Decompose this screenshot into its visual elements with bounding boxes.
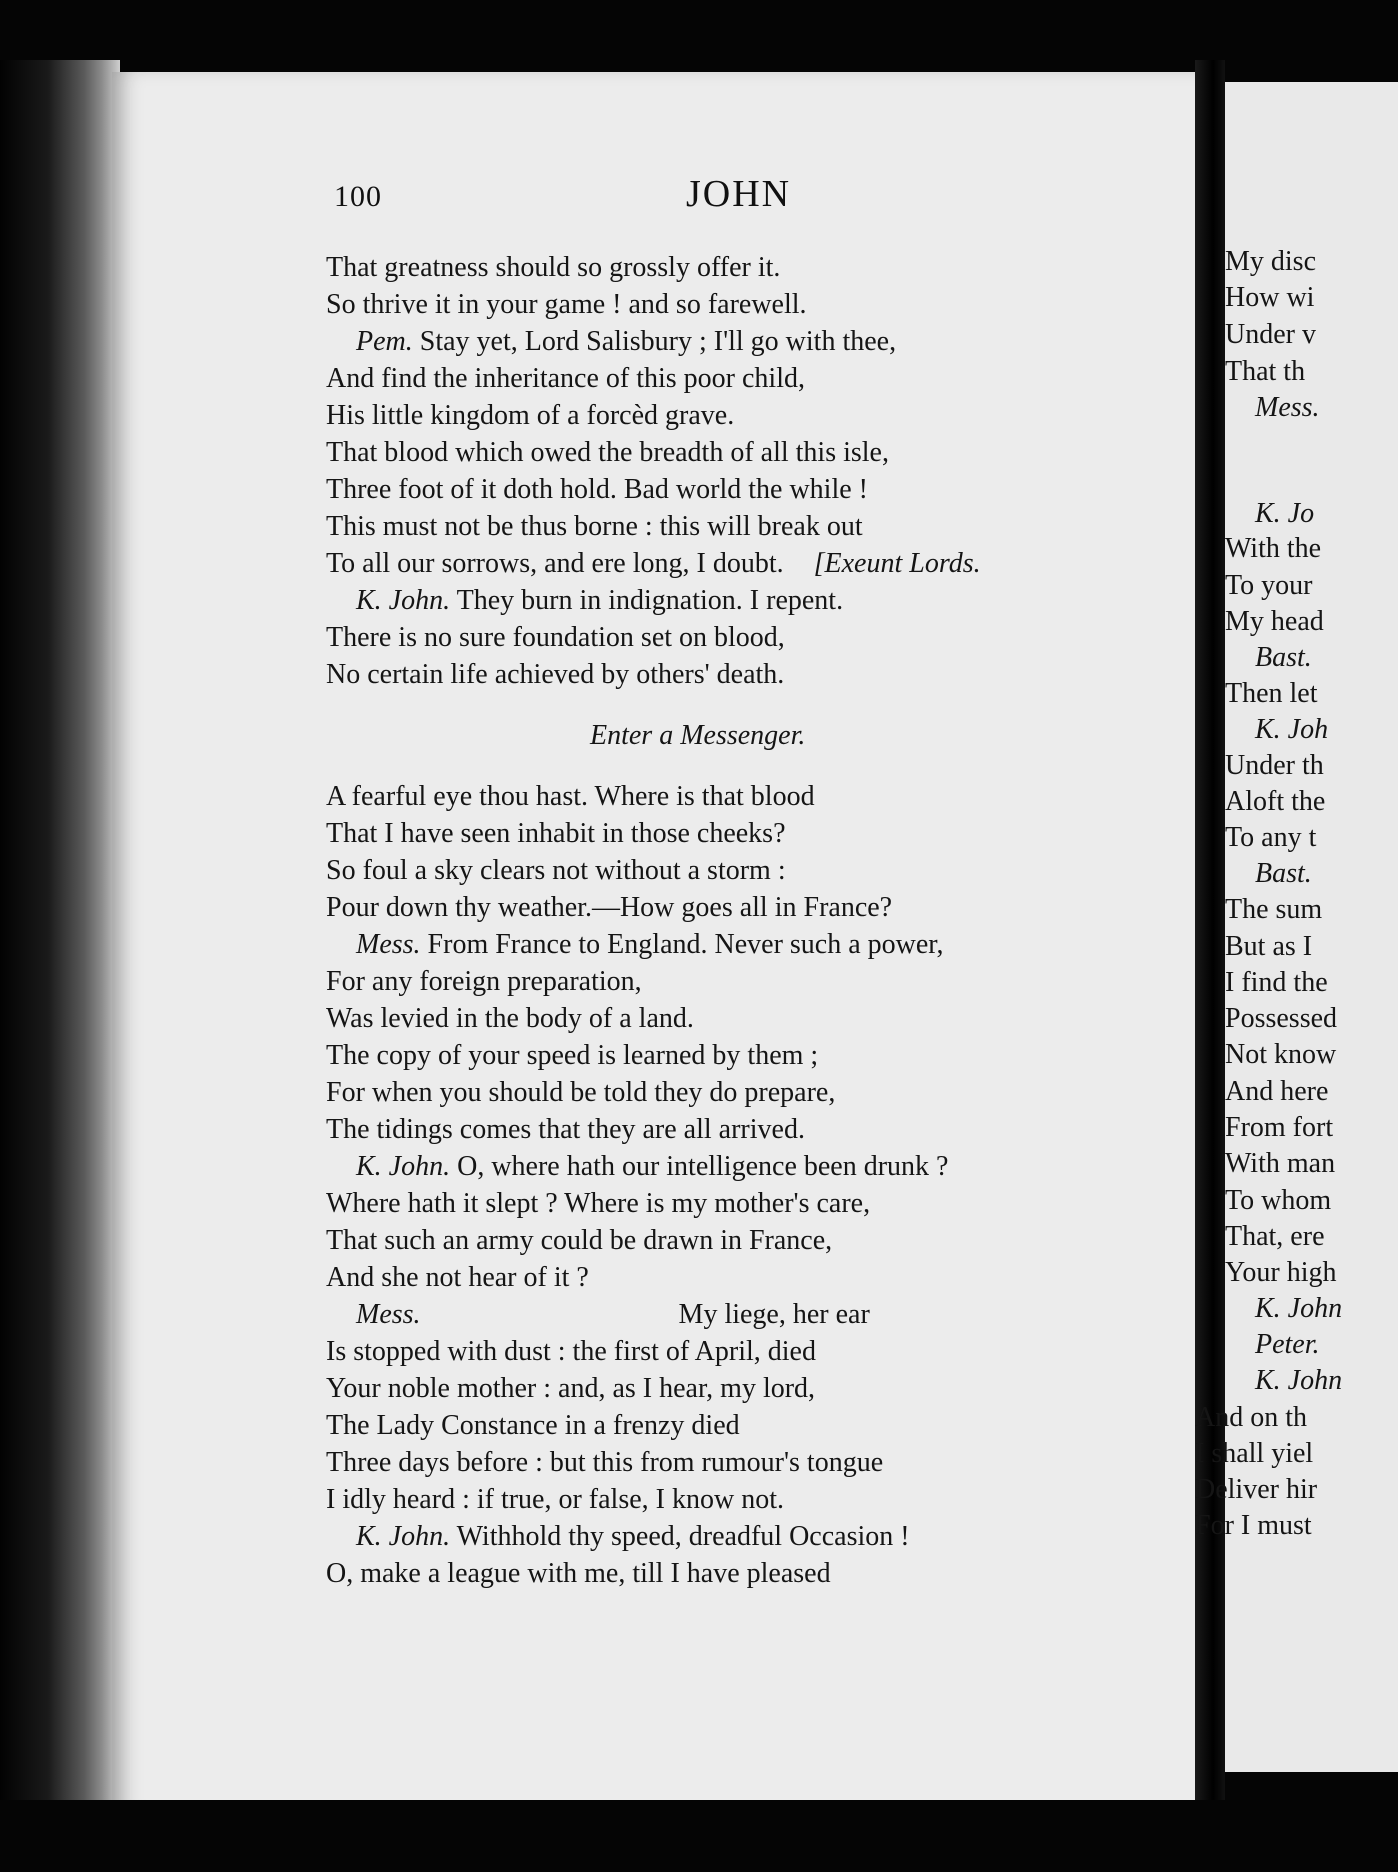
verse-line — [326, 657, 784, 693]
bottom-background — [0, 1800, 1398, 1872]
verse-line — [326, 1371, 815, 1407]
right-page-line: K. Joh — [1255, 714, 1329, 745]
line-text: The tidings comes that they are all arrived. — [326, 1114, 805, 1145]
verse-line — [326, 779, 815, 815]
verse-line — [356, 1297, 870, 1333]
right-page-line: Then let — [1225, 678, 1318, 709]
right-page-line: But as I — [1225, 931, 1313, 962]
right-page-line: Under v — [1225, 319, 1316, 350]
speaker-name: Mess. — [356, 1299, 421, 1330]
right-page-line: Bast. — [1255, 858, 1312, 889]
line-text: Three days before : but this from rumour's tongue — [326, 1447, 884, 1478]
verse-line — [356, 1149, 948, 1185]
verse-line — [326, 435, 889, 471]
line-text: O, where hath our intelligence been drunk ? — [457, 1151, 949, 1182]
line-text: That I have seen inhabit in those cheeks? — [326, 818, 786, 849]
verse-line — [326, 1556, 831, 1592]
line-text: This must not be thus borne : this will break out — [326, 511, 863, 542]
verse-line — [326, 964, 642, 1000]
right-page-line: K. Jo — [1255, 498, 1315, 529]
right-page-line: K. John — [1255, 1365, 1343, 1396]
verse-line — [326, 1260, 589, 1296]
verse-line — [326, 1112, 805, 1148]
line-text: From France to England. Never such a power, — [427, 929, 944, 960]
right-page-line: And on th — [1195, 1402, 1307, 1433]
line-text: That greatness should so grossly offer it. — [326, 252, 781, 283]
right-page-line: My head — [1225, 606, 1324, 637]
line-text: Withhold thy speed, dreadful Occasion ! — [456, 1521, 910, 1552]
verse-line — [326, 1334, 816, 1370]
line-text: O, make a league with me, till I have pleased — [326, 1558, 831, 1589]
book-gutter — [1195, 60, 1225, 1872]
line-text: That such an army could be drawn in France, — [326, 1225, 833, 1256]
verse-line — [326, 250, 780, 286]
right-page-line: My disc — [1225, 246, 1316, 277]
speaker-name: K. John. — [356, 1521, 451, 1552]
line-text: There is no sure foundation set on blood, — [326, 622, 785, 653]
line-text: Where hath it slept ? Where is my mother's care, — [326, 1188, 871, 1219]
verse-line — [326, 509, 863, 545]
line-text: For when you should be told they do prepare, — [326, 1077, 836, 1108]
right-page-line: For I must — [1195, 1510, 1312, 1541]
line-text: They burn in indignation. I repent. — [456, 585, 844, 616]
right-page-line: To your — [1225, 570, 1313, 601]
right-page-line: From fort — [1225, 1112, 1334, 1143]
running-head: JOHN — [686, 173, 792, 215]
right-page-line: With man — [1225, 1148, 1336, 1179]
verse-line — [326, 1186, 870, 1222]
line-text: The copy of your speed is learned by them ; — [326, 1040, 819, 1071]
line-text: A fearful eye thou hast. Where is that blood — [326, 781, 815, 812]
right-page-line: Under th — [1225, 750, 1324, 781]
line-text: And she not hear of it ? — [326, 1262, 589, 1293]
verse-line — [356, 324, 896, 360]
right-page-line: Deliver hir — [1195, 1474, 1318, 1505]
verse-line — [326, 1001, 694, 1037]
verse-line — [326, 853, 786, 889]
speaker-name: K. John. — [356, 1151, 451, 1182]
verse-line — [326, 546, 981, 582]
verse-line — [326, 1038, 818, 1074]
verse-line — [356, 583, 843, 619]
stage-direction — [590, 718, 805, 754]
right-page-line: K. John — [1255, 1293, 1343, 1324]
line-text: Stay yet, Lord Salisbury ; I'll go with thee, — [419, 326, 897, 357]
verse-line — [326, 816, 786, 852]
line-text: Pour down thy weather.—How goes all in France? — [326, 892, 893, 923]
verse-line — [326, 398, 734, 434]
verse-line — [326, 1408, 740, 1444]
right-page-line: How wi — [1225, 282, 1315, 313]
right-page-line: Bast. — [1255, 642, 1312, 673]
speaker-name: K. John. — [356, 585, 451, 616]
right-page-line: Possessed — [1225, 1003, 1338, 1034]
line-text: That blood which owed the breadth of all this isle, — [326, 437, 889, 468]
verse-line — [356, 927, 944, 963]
right-page-line: That, ere — [1225, 1221, 1325, 1252]
stage-direction-text: Enter a Messenger. — [590, 720, 806, 751]
right-page-line: Peter. — [1255, 1329, 1320, 1360]
line-text: For any foreign preparation, — [326, 966, 642, 997]
line-text: His little kingdom of a forcèd grave. — [326, 400, 735, 431]
line-text: Three foot of it doth hold. Bad world the while ! — [326, 474, 868, 505]
verse-line — [326, 361, 805, 397]
page-number: 100 — [334, 180, 382, 213]
verse-line — [326, 1075, 835, 1111]
verse-line — [326, 1445, 883, 1481]
line-text: Was levied in the body of a land. — [326, 1003, 694, 1034]
right-page-line: That th — [1225, 356, 1306, 387]
right-page-line: To whom — [1225, 1185, 1332, 1216]
verse-line — [326, 472, 868, 508]
line-text: To all our sorrows, and ere long, I doubt. — [326, 548, 784, 579]
book-spine-shadow — [0, 60, 120, 1872]
speaker-name: Mess. — [356, 929, 421, 960]
verse-line — [326, 1482, 784, 1518]
line-text: No certain life achieved by others' death. — [326, 659, 785, 690]
verse-line — [326, 287, 807, 323]
right-page-line: To any t — [1225, 822, 1317, 853]
verse-line — [326, 890, 892, 926]
right-page-line: With the — [1225, 533, 1322, 564]
line-text: Your noble mother : and, as I hear, my lord, — [326, 1373, 816, 1404]
line-text: I idly heard : if true, or false, I know not. — [326, 1484, 784, 1515]
right-page-line: I find the — [1225, 967, 1328, 998]
verse-line — [326, 620, 785, 656]
right-page-line: Mess. — [1255, 392, 1320, 423]
right-page-line: Aloft the — [1225, 786, 1326, 817]
right-page-line: Not know — [1225, 1039, 1337, 1070]
right-page-text-clip — [1195, 82, 1398, 1772]
right-page-line: And here — [1225, 1076, 1329, 1107]
exit-direction: [Exeunt Lords. — [813, 548, 981, 579]
verse-line — [356, 1519, 910, 1555]
right-page-line: I shall yiel — [1195, 1438, 1314, 1469]
line-text: The Lady Constance in a frenzy died — [326, 1410, 740, 1441]
line-text: My liege, her ear — [678, 1299, 870, 1330]
right-page-line: Your high — [1225, 1257, 1337, 1288]
line-text: Is stopped with dust : the first of April, died — [326, 1336, 816, 1367]
line-text: And find the inheritance of this poor child, — [326, 363, 805, 394]
verse-line — [326, 1223, 832, 1259]
speaker-name: Pem. — [356, 326, 413, 357]
line-text: So foul a sky clears not without a storm : — [326, 855, 786, 886]
right-page-line: The sum — [1225, 894, 1323, 925]
line-text: So thrive it in your game ! and so farewell. — [326, 289, 807, 320]
